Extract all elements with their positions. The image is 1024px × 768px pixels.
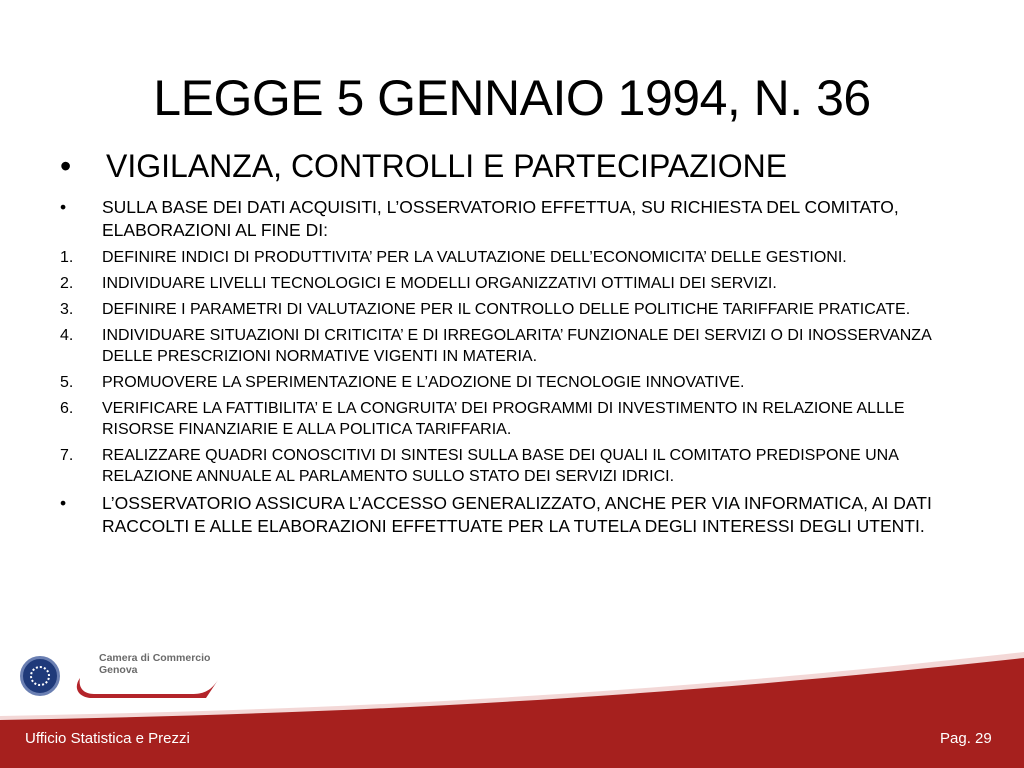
list-item bbox=[60, 492, 970, 538]
list-item bbox=[60, 273, 970, 294]
list-text: DEFINIRE INDICI DI PRODUTTIVITA’ PER LA VALUTAZIONE DELL’ECONOMICITA’ DELLE GESTIONI. bbox=[102, 249, 847, 266]
subtitle-text: VIGILANZA, CONTROLLI E PARTECIPAZIONE bbox=[106, 148, 788, 184]
list-marker: 6. bbox=[60, 400, 74, 417]
chamber-logo bbox=[20, 650, 230, 710]
list-item bbox=[60, 196, 970, 242]
list-marker: 7. bbox=[60, 447, 74, 464]
chamber-seal-icon bbox=[20, 656, 60, 696]
subtitle-bullet: • bbox=[60, 148, 72, 184]
list-text: SULLA BASE DEI DATI ACQUISITI, L’OSSERVATORIO EFFETTUA, SU RICHIESTA DEL COMITATO, ELABORAZIONI AL FINE DI: bbox=[102, 197, 899, 240]
list-marker: • bbox=[60, 493, 67, 513]
logo-line1: Camera di Commercio bbox=[99, 652, 211, 664]
list-marker: • bbox=[60, 197, 67, 217]
list-item bbox=[60, 325, 970, 367]
list-text: VERIFICARE LA FATTIBILITA’ E LA CONGRUITA’ DEI PROGRAMMI DI INVESTIMENTO IN RELAZIONE ALLLE RISORSE FINANZIARIE E ALLA POLITICA TARIFFARIA. bbox=[102, 400, 905, 438]
list-text: PROMUOVERE LA SPERIMENTAZIONE E L’ADOZIONE DI TECNOLOGIE INNOVATIVE. bbox=[102, 374, 745, 391]
list-item bbox=[60, 299, 970, 320]
list-text: DEFINIRE I PARAMETRI DI VALUTAZIONE PER IL CONTROLLO DELLE POLITICHE TARIFFARIE PRATICATE. bbox=[102, 301, 911, 318]
slide-title: LEGGE 5 GENNAIO 1994, N. 36 bbox=[153, 70, 871, 126]
footer-office: Ufficio Statistica e Prezzi bbox=[25, 730, 190, 747]
logo-swoosh-icon bbox=[72, 672, 222, 702]
list-item bbox=[60, 372, 970, 393]
list-text: INDIVIDUARE SITUAZIONI DI CRITICITA’ E DI IRREGOLARITA’ FUNZIONALE DEI SERVIZI O DI INOSSERVANZA DELLE PRESCRIZIONI NORMATIVE VIGENTI IN MATERIA. bbox=[102, 327, 931, 365]
list-marker: 4. bbox=[60, 327, 74, 344]
list-item bbox=[60, 247, 970, 268]
list-marker: 3. bbox=[60, 301, 74, 318]
list-marker: 2. bbox=[60, 275, 74, 292]
list-text: REALIZZARE QUADRI CONOSCITIVI DI SINTESI SULLA BASE DEI QUALI IL COMITATO PREDISPONE UNA RELAZIONE ANNUALE AL PARLAMENTO SULLO STATO DEI SERVIZI IDRICI. bbox=[102, 447, 899, 485]
list-item bbox=[60, 398, 970, 440]
list-item bbox=[60, 445, 970, 487]
page-number: Pag. 29 bbox=[940, 730, 992, 747]
slide-body bbox=[60, 196, 970, 543]
list-marker: 1. bbox=[60, 249, 74, 266]
logo-line2: Genova bbox=[99, 664, 138, 676]
list-text: L’OSSERVATORIO ASSICURA L’ACCESSO GENERALIZZATO, ANCHE PER VIA INFORMATICA, AI DATI RACCOLTI E ALLE ELABORAZIONI EFFETTUATE PER LA TUTELA DEGLI INTERESSI DEGLI UTENTI. bbox=[102, 493, 932, 536]
list-marker: 5. bbox=[60, 374, 74, 391]
list-text: INDIVIDUARE LIVELLI TECNOLOGICI E MODELLI ORGANIZZATIVI OTTIMALI DEI SERVIZI. bbox=[102, 275, 777, 292]
